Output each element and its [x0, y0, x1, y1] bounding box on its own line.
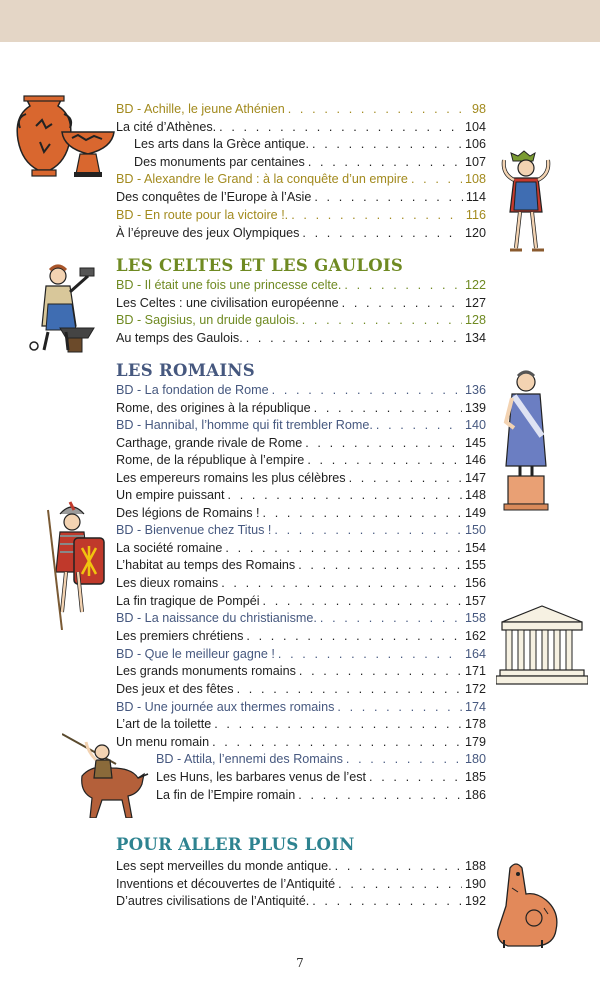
- toc-entry[interactable]: [116, 330, 486, 347]
- toc-entry-page: 134: [464, 331, 486, 345]
- toc-entry-title: BD - Une journée aux thermes romains: [116, 700, 335, 714]
- toc-entry-page: 104: [464, 120, 486, 134]
- toc-entry[interactable]: [116, 699, 486, 716]
- toc-entry-page: 158: [464, 611, 486, 625]
- toc-entry-page: 147: [464, 471, 486, 485]
- toc-entry-page: 149: [464, 506, 486, 520]
- toc-entry-title: La société romaine: [116, 541, 223, 555]
- toc-entry-title: Les arts dans la Grèce antique.: [134, 137, 310, 151]
- toc-entry-title: Des jeux et des fêtes: [116, 682, 234, 696]
- toc-entry[interactable]: [116, 893, 486, 910]
- toc-entry[interactable]: [134, 136, 486, 153]
- toc-entry-title: L’habitat au temps des Romains: [116, 558, 296, 572]
- toc-entry-page: 150: [464, 523, 486, 537]
- toc-entry-title: BD - Alexandre le Grand : à la conquête d’un empire: [116, 172, 408, 186]
- toc-entry[interactable]: [116, 470, 486, 487]
- toc-entry-page: 178: [464, 717, 486, 731]
- toc-entry-page: 108: [464, 172, 486, 186]
- toc-entry-page: 185: [464, 770, 486, 784]
- toc-entry[interactable]: [116, 505, 486, 522]
- toc-entry-title: Les Celtes : une civilisation européenne: [116, 296, 339, 310]
- toc-entry[interactable]: [116, 593, 486, 610]
- top-color-band: [0, 0, 600, 42]
- toc-entry-page: 106: [464, 137, 486, 151]
- section-heading-celtes: LES CELTES ET LES GAULOIS: [116, 256, 404, 275]
- toc-entry-title: Au temps des Gaulois.: [116, 331, 243, 345]
- section-heading-pour-aller-plus-loin: POUR ALLER PLUS LOIN: [116, 835, 355, 854]
- toc-entry[interactable]: [116, 119, 486, 136]
- toc-entry-page: 155: [464, 558, 486, 572]
- roman-legionary-illustration: [40, 500, 116, 630]
- toc-entry[interactable]: [116, 277, 486, 294]
- toc-entry-title: À l’épreuve des jeux Olympiques: [116, 226, 300, 240]
- toc-entry[interactable]: [156, 769, 486, 786]
- toc-entry[interactable]: [116, 540, 486, 557]
- toc-entry[interactable]: [116, 189, 486, 206]
- toc-entry-title: Les grands monuments romains: [116, 664, 296, 678]
- toc-entry[interactable]: [156, 751, 486, 768]
- toc-entry-title: Un empire puissant: [116, 488, 225, 502]
- page-number: 7: [296, 956, 304, 970]
- toc-entry[interactable]: [116, 382, 486, 399]
- toc-entry[interactable]: [116, 101, 486, 118]
- toc-entry[interactable]: [116, 681, 486, 698]
- hun-horseman-illustration: [62, 726, 150, 818]
- toc-entry-page: 98: [471, 102, 486, 116]
- toc-entry[interactable]: [116, 207, 486, 224]
- toc-entry-page: 114: [465, 190, 486, 204]
- toc-entry[interactable]: [156, 787, 486, 804]
- toc-entry-title: BD - Achille, le jeune Athénien: [116, 102, 285, 116]
- toc-entry[interactable]: [116, 522, 486, 539]
- toc-entry-title: Des conquêtes de l’Europe à l’Asie: [116, 190, 312, 204]
- toc-entry-page: 180: [464, 752, 486, 766]
- toc-entry[interactable]: [116, 557, 486, 574]
- toc-entry-page: 116: [465, 208, 486, 222]
- toc-entry-title: Rome, de la république à l’empire: [116, 453, 305, 467]
- toc-entry-page: 139: [464, 401, 486, 415]
- greek-athlete-illustration: [496, 148, 558, 260]
- toc-entry[interactable]: [116, 575, 486, 592]
- toc-entry-page: 148: [464, 488, 486, 502]
- toc-entry[interactable]: [116, 716, 486, 733]
- toc-entry[interactable]: [116, 225, 486, 242]
- toc-entry-page: 171: [464, 664, 486, 678]
- toc-entry-page: 140: [464, 418, 486, 432]
- toc-entry-title: BD - Bienvenue chez Titus !: [116, 523, 272, 537]
- toc-entry-title: La fin de l’Empire romain: [156, 788, 296, 802]
- toc-entry-page: 120: [464, 226, 486, 240]
- toc-entry[interactable]: [116, 487, 486, 504]
- toc-entry-title: Des monuments par centaines: [134, 155, 305, 169]
- toc-entry-title: L’art de la toilette: [116, 717, 212, 731]
- toc-entry-page: 128: [464, 313, 486, 327]
- toc-entry-page: 164: [464, 647, 486, 661]
- toc-entry-title: Les empereurs romains les plus célèbres: [116, 471, 346, 485]
- toc-entry-title: BD - Hannibal, l’homme qui fit trembler Rome.: [116, 418, 373, 432]
- roman-temple-illustration: [496, 604, 588, 688]
- toc-entry-page: 145: [464, 436, 486, 450]
- toc-entry[interactable]: [116, 452, 486, 469]
- toc-entry-title: BD - La naissance du christianisme.: [116, 611, 317, 625]
- toc-entry-title: Les dieux romains: [116, 576, 219, 590]
- toc-entry-title: BD - Attila, l’ennemi des Romains: [156, 752, 343, 766]
- toc-entry-title: BD - Il était une fois une princesse celte.: [116, 278, 342, 292]
- toc-entry-title: BD - En route pour la victoire !.: [116, 208, 289, 222]
- toc-entry-page: 162: [464, 629, 486, 643]
- toc-entry-title: Un menu romain: [116, 735, 210, 749]
- toc-entry-page: 190: [464, 877, 486, 891]
- toc-entry-title: Les premiers chrétiens: [116, 629, 244, 643]
- toc-entry-page: 146: [464, 453, 486, 467]
- toc-entry-page: 154: [464, 541, 486, 555]
- toc-entry-page: 122: [464, 278, 486, 292]
- toc-entry-title: Les sept merveilles du monde antique.: [116, 859, 332, 873]
- clay-animal-figurine-illustration: [484, 858, 570, 950]
- toc-entry[interactable]: [116, 628, 486, 645]
- toc-entry[interactable]: [116, 171, 486, 188]
- toc-entry-title: Les Huns, les barbares venus de l’est: [156, 770, 367, 784]
- celtic-blacksmith-illustration: [20, 262, 110, 358]
- toc-entry[interactable]: [116, 646, 486, 663]
- toc-entry[interactable]: [116, 663, 486, 680]
- toc-entry-title: BD - Que le meilleur gagne !: [116, 647, 275, 661]
- roman-citizen-statue-illustration: [500, 368, 552, 518]
- toc-entry-page: 179: [464, 735, 486, 749]
- toc-entry[interactable]: [116, 312, 486, 329]
- toc-entry-title: BD - La fondation de Rome: [116, 383, 269, 397]
- toc-entry-title: Des légions de Romains !: [116, 506, 260, 520]
- toc-entry[interactable]: [116, 295, 486, 312]
- toc-entry-page: 192: [464, 894, 486, 908]
- toc-entry-title: Inventions et découvertes de l’Antiquité: [116, 877, 336, 891]
- toc-entry[interactable]: [116, 876, 486, 893]
- toc-entry[interactable]: [116, 417, 486, 434]
- toc-entry-title: D’autres civilisations de l’Antiquité.: [116, 894, 310, 908]
- toc-entry-page: 174: [464, 700, 486, 714]
- toc-entry-page: 156: [464, 576, 486, 590]
- toc-entry-page: 136: [464, 383, 486, 397]
- toc-entry[interactable]: [116, 400, 486, 417]
- toc-entry[interactable]: [134, 154, 486, 171]
- toc-entry-page: 172: [464, 682, 486, 696]
- toc-entry[interactable]: [116, 734, 486, 751]
- section-heading-romains: LES ROMAINS: [116, 361, 256, 380]
- toc-entry-page: 107: [464, 155, 486, 169]
- toc-entry-title: Carthage, grande rivale de Rome: [116, 436, 303, 450]
- toc-entry-page: 157: [464, 594, 486, 608]
- toc-entry-title: La cité d’Athènes.: [116, 120, 217, 134]
- toc-entry[interactable]: [116, 858, 486, 875]
- toc-entry-title: La fin tragique de Pompéi: [116, 594, 260, 608]
- greek-vases-illustration: [14, 92, 116, 184]
- toc-entry-title: BD - Sagisius, un druide gaulois.: [116, 313, 299, 327]
- toc-entry-page: 188: [464, 859, 486, 873]
- toc-entry-title: Rome, des origines à la république: [116, 401, 311, 415]
- toc-entry[interactable]: [116, 610, 486, 627]
- toc-entry-page: 127: [464, 296, 486, 310]
- toc-entry-page: 186: [464, 788, 486, 802]
- toc-entry[interactable]: [116, 435, 486, 452]
